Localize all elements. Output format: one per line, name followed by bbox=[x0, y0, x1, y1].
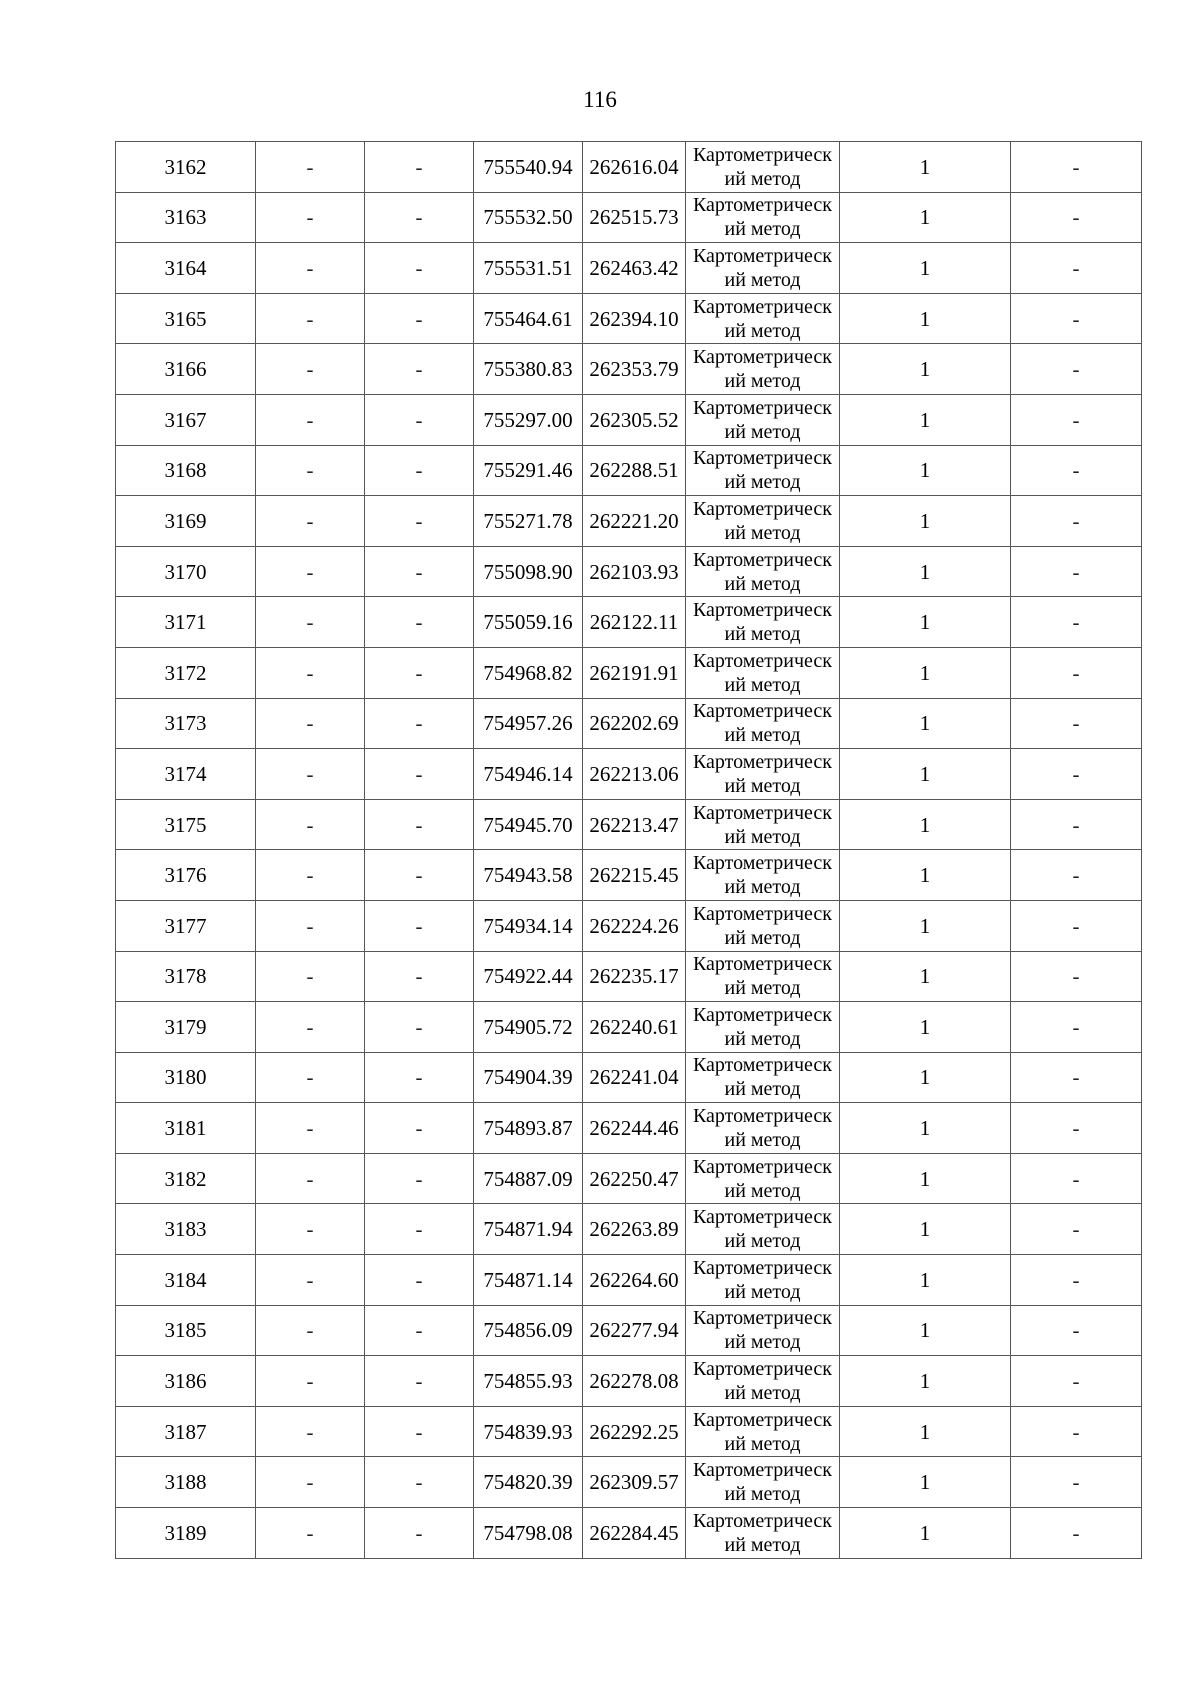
table-row bbox=[116, 749, 1142, 800]
point-number-cell: 3164 bbox=[116, 243, 256, 294]
accuracy-cell: 1 bbox=[840, 1406, 1011, 1457]
point-number-cell: 3166 bbox=[116, 344, 256, 395]
y-coordinate-cell: 262224.26 bbox=[583, 900, 686, 951]
x-coordinate-cell: 754887.09 bbox=[474, 1153, 583, 1204]
y-coordinate-cell: 262221.20 bbox=[583, 496, 686, 547]
y-coordinate-cell: 262263.89 bbox=[583, 1204, 686, 1255]
table-row bbox=[116, 1255, 1142, 1306]
accuracy-cell: 1 bbox=[840, 799, 1011, 850]
note-cell: - bbox=[1011, 293, 1142, 344]
y-coordinate-cell: 262264.60 bbox=[583, 1255, 686, 1306]
table-row bbox=[116, 445, 1142, 496]
method-cell: Картометрический метод bbox=[686, 293, 840, 344]
empty-value-cell: - bbox=[256, 1002, 365, 1053]
empty-value-cell: - bbox=[365, 192, 474, 243]
method-cell: Картометрический метод bbox=[686, 1153, 840, 1204]
empty-value-cell: - bbox=[365, 1255, 474, 1306]
method-cell: Картометрический метод bbox=[686, 1457, 840, 1508]
empty-value-cell: - bbox=[365, 799, 474, 850]
note-cell: - bbox=[1011, 1356, 1142, 1407]
table-row bbox=[116, 647, 1142, 698]
note-cell: - bbox=[1011, 850, 1142, 901]
empty-value-cell: - bbox=[256, 698, 365, 749]
note-cell: - bbox=[1011, 1508, 1142, 1559]
x-coordinate-cell: 755297.00 bbox=[474, 394, 583, 445]
accuracy-cell: 1 bbox=[840, 1255, 1011, 1306]
x-coordinate-cell: 754871.94 bbox=[474, 1204, 583, 1255]
accuracy-cell: 1 bbox=[840, 597, 1011, 648]
point-number-cell: 3174 bbox=[116, 749, 256, 800]
note-cell: - bbox=[1011, 344, 1142, 395]
x-coordinate-cell: 754968.82 bbox=[474, 647, 583, 698]
accuracy-cell: 1 bbox=[840, 192, 1011, 243]
method-cell: Картометрический метод bbox=[686, 900, 840, 951]
table-row bbox=[116, 243, 1142, 294]
accuracy-cell: 1 bbox=[840, 1204, 1011, 1255]
method-cell: Картометрический метод bbox=[686, 850, 840, 901]
x-coordinate-cell: 755098.90 bbox=[474, 546, 583, 597]
empty-value-cell: - bbox=[365, 293, 474, 344]
method-cell: Картометрический метод bbox=[686, 597, 840, 648]
empty-value-cell: - bbox=[256, 1305, 365, 1356]
empty-value-cell: - bbox=[365, 243, 474, 294]
empty-value-cell: - bbox=[365, 1508, 474, 1559]
x-coordinate-cell: 754871.14 bbox=[474, 1255, 583, 1306]
y-coordinate-cell: 262277.94 bbox=[583, 1305, 686, 1356]
x-coordinate-cell: 754945.70 bbox=[474, 799, 583, 850]
note-cell: - bbox=[1011, 1457, 1142, 1508]
method-cell: Картометрический метод bbox=[686, 1255, 840, 1306]
empty-value-cell: - bbox=[256, 1204, 365, 1255]
point-number-cell: 3189 bbox=[116, 1508, 256, 1559]
empty-value-cell: - bbox=[256, 496, 365, 547]
table-row bbox=[116, 1356, 1142, 1407]
x-coordinate-cell: 755059.16 bbox=[474, 597, 583, 648]
empty-value-cell: - bbox=[365, 1052, 474, 1103]
y-coordinate-cell: 262241.04 bbox=[583, 1052, 686, 1103]
empty-value-cell: - bbox=[365, 647, 474, 698]
method-cell: Картометрический метод bbox=[686, 1052, 840, 1103]
empty-value-cell: - bbox=[256, 1103, 365, 1154]
point-number-cell: 3181 bbox=[116, 1103, 256, 1154]
x-coordinate-cell: 754893.87 bbox=[474, 1103, 583, 1154]
note-cell: - bbox=[1011, 1255, 1142, 1306]
x-coordinate-cell: 755464.61 bbox=[474, 293, 583, 344]
method-cell: Картометрический метод bbox=[686, 546, 840, 597]
x-coordinate-cell: 755380.83 bbox=[474, 344, 583, 395]
empty-value-cell: - bbox=[256, 1356, 365, 1407]
empty-value-cell: - bbox=[256, 293, 365, 344]
table-row bbox=[116, 394, 1142, 445]
point-number-cell: 3184 bbox=[116, 1255, 256, 1306]
accuracy-cell: 1 bbox=[840, 1305, 1011, 1356]
accuracy-cell: 1 bbox=[840, 243, 1011, 294]
accuracy-cell: 1 bbox=[840, 647, 1011, 698]
table-row bbox=[116, 900, 1142, 951]
empty-value-cell: - bbox=[256, 1508, 365, 1559]
point-number-cell: 3177 bbox=[116, 900, 256, 951]
table-row bbox=[116, 1508, 1142, 1559]
method-cell: Картометрический метод bbox=[686, 142, 840, 193]
accuracy-cell: 1 bbox=[840, 496, 1011, 547]
method-cell: Картометрический метод bbox=[686, 647, 840, 698]
empty-value-cell: - bbox=[256, 1052, 365, 1103]
point-number-cell: 3175 bbox=[116, 799, 256, 850]
method-cell: Картометрический метод bbox=[686, 394, 840, 445]
table-row bbox=[116, 546, 1142, 597]
accuracy-cell: 1 bbox=[840, 142, 1011, 193]
empty-value-cell: - bbox=[256, 597, 365, 648]
empty-value-cell: - bbox=[256, 192, 365, 243]
accuracy-cell: 1 bbox=[840, 951, 1011, 1002]
y-coordinate-cell: 262244.46 bbox=[583, 1103, 686, 1154]
point-number-cell: 3182 bbox=[116, 1153, 256, 1204]
method-cell: Картометрический метод bbox=[686, 192, 840, 243]
empty-value-cell: - bbox=[256, 799, 365, 850]
note-cell: - bbox=[1011, 142, 1142, 193]
note-cell: - bbox=[1011, 496, 1142, 547]
point-number-cell: 3183 bbox=[116, 1204, 256, 1255]
accuracy-cell: 1 bbox=[840, 1052, 1011, 1103]
x-coordinate-cell: 755532.50 bbox=[474, 192, 583, 243]
note-cell: - bbox=[1011, 1406, 1142, 1457]
accuracy-cell: 1 bbox=[840, 394, 1011, 445]
table-row bbox=[116, 344, 1142, 395]
method-cell: Картометрический метод bbox=[686, 1508, 840, 1559]
table-row bbox=[116, 1406, 1142, 1457]
empty-value-cell: - bbox=[256, 243, 365, 294]
empty-value-cell: - bbox=[256, 850, 365, 901]
x-coordinate-cell: 754856.09 bbox=[474, 1305, 583, 1356]
empty-value-cell: - bbox=[365, 1406, 474, 1457]
table-row bbox=[116, 1052, 1142, 1103]
accuracy-cell: 1 bbox=[840, 445, 1011, 496]
point-number-cell: 3168 bbox=[116, 445, 256, 496]
y-coordinate-cell: 262202.69 bbox=[583, 698, 686, 749]
y-coordinate-cell: 262122.11 bbox=[583, 597, 686, 648]
x-coordinate-cell: 754943.58 bbox=[474, 850, 583, 901]
method-cell: Картометрический метод bbox=[686, 1204, 840, 1255]
x-coordinate-cell: 754934.14 bbox=[474, 900, 583, 951]
y-coordinate-cell: 262235.17 bbox=[583, 951, 686, 1002]
note-cell: - bbox=[1011, 1305, 1142, 1356]
note-cell: - bbox=[1011, 192, 1142, 243]
table-row bbox=[116, 293, 1142, 344]
accuracy-cell: 1 bbox=[840, 850, 1011, 901]
empty-value-cell: - bbox=[365, 546, 474, 597]
note-cell: - bbox=[1011, 647, 1142, 698]
accuracy-cell: 1 bbox=[840, 293, 1011, 344]
y-coordinate-cell: 262278.08 bbox=[583, 1356, 686, 1407]
method-cell: Картометрический метод bbox=[686, 445, 840, 496]
note-cell: - bbox=[1011, 1153, 1142, 1204]
empty-value-cell: - bbox=[256, 344, 365, 395]
point-number-cell: 3170 bbox=[116, 546, 256, 597]
method-cell: Картометрический метод bbox=[686, 1406, 840, 1457]
method-cell: Картометрический метод bbox=[686, 1356, 840, 1407]
y-coordinate-cell: 262191.91 bbox=[583, 647, 686, 698]
method-cell: Картометрический метод bbox=[686, 1305, 840, 1356]
x-coordinate-cell: 754946.14 bbox=[474, 749, 583, 800]
note-cell: - bbox=[1011, 698, 1142, 749]
point-number-cell: 3163 bbox=[116, 192, 256, 243]
empty-value-cell: - bbox=[365, 1153, 474, 1204]
point-number-cell: 3178 bbox=[116, 951, 256, 1002]
empty-value-cell: - bbox=[256, 445, 365, 496]
table-row bbox=[116, 1153, 1142, 1204]
x-coordinate-cell: 754820.39 bbox=[474, 1457, 583, 1508]
note-cell: - bbox=[1011, 445, 1142, 496]
note-cell: - bbox=[1011, 1052, 1142, 1103]
x-coordinate-cell: 755540.94 bbox=[474, 142, 583, 193]
empty-value-cell: - bbox=[365, 1305, 474, 1356]
accuracy-cell: 1 bbox=[840, 1457, 1011, 1508]
y-coordinate-cell: 262394.10 bbox=[583, 293, 686, 344]
table-row bbox=[116, 850, 1142, 901]
table-row bbox=[116, 1305, 1142, 1356]
empty-value-cell: - bbox=[365, 850, 474, 901]
y-coordinate-cell: 262250.47 bbox=[583, 1153, 686, 1204]
point-number-cell: 3169 bbox=[116, 496, 256, 547]
table-row bbox=[116, 192, 1142, 243]
empty-value-cell: - bbox=[365, 496, 474, 547]
y-coordinate-cell: 262616.04 bbox=[583, 142, 686, 193]
y-coordinate-cell: 262305.52 bbox=[583, 394, 686, 445]
empty-value-cell: - bbox=[365, 900, 474, 951]
empty-value-cell: - bbox=[365, 698, 474, 749]
point-number-cell: 3188 bbox=[116, 1457, 256, 1508]
point-number-cell: 3171 bbox=[116, 597, 256, 648]
point-number-cell: 3179 bbox=[116, 1002, 256, 1053]
empty-value-cell: - bbox=[365, 445, 474, 496]
accuracy-cell: 1 bbox=[840, 1103, 1011, 1154]
x-coordinate-cell: 754905.72 bbox=[474, 1002, 583, 1053]
empty-value-cell: - bbox=[256, 394, 365, 445]
accuracy-cell: 1 bbox=[840, 1153, 1011, 1204]
table-row bbox=[116, 1457, 1142, 1508]
x-coordinate-cell: 755271.78 bbox=[474, 496, 583, 547]
table-row bbox=[116, 496, 1142, 547]
empty-value-cell: - bbox=[256, 951, 365, 1002]
point-number-cell: 3186 bbox=[116, 1356, 256, 1407]
empty-value-cell: - bbox=[256, 1255, 365, 1306]
note-cell: - bbox=[1011, 597, 1142, 648]
note-cell: - bbox=[1011, 243, 1142, 294]
empty-value-cell: - bbox=[256, 749, 365, 800]
y-coordinate-cell: 262284.45 bbox=[583, 1508, 686, 1559]
empty-value-cell: - bbox=[365, 1103, 474, 1154]
y-coordinate-cell: 262215.45 bbox=[583, 850, 686, 901]
empty-value-cell: - bbox=[256, 1406, 365, 1457]
note-cell: - bbox=[1011, 546, 1142, 597]
y-coordinate-cell: 262463.42 bbox=[583, 243, 686, 294]
x-coordinate-cell: 754855.93 bbox=[474, 1356, 583, 1407]
table-row bbox=[116, 698, 1142, 749]
note-cell: - bbox=[1011, 799, 1142, 850]
method-cell: Картометрический метод bbox=[686, 698, 840, 749]
note-cell: - bbox=[1011, 1103, 1142, 1154]
x-coordinate-cell: 754798.08 bbox=[474, 1508, 583, 1559]
empty-value-cell: - bbox=[256, 546, 365, 597]
point-number-cell: 3176 bbox=[116, 850, 256, 901]
method-cell: Картометрический метод bbox=[686, 344, 840, 395]
accuracy-cell: 1 bbox=[840, 344, 1011, 395]
page-number: 116 bbox=[583, 87, 617, 112]
empty-value-cell: - bbox=[256, 647, 365, 698]
method-cell: Картометрический метод bbox=[686, 496, 840, 547]
note-cell: - bbox=[1011, 1204, 1142, 1255]
table-body bbox=[116, 142, 1142, 1559]
accuracy-cell: 1 bbox=[840, 1356, 1011, 1407]
table-row bbox=[116, 597, 1142, 648]
empty-value-cell: - bbox=[365, 597, 474, 648]
point-number-cell: 3173 bbox=[116, 698, 256, 749]
table-row bbox=[116, 1204, 1142, 1255]
empty-value-cell: - bbox=[365, 1002, 474, 1053]
y-coordinate-cell: 262213.06 bbox=[583, 749, 686, 800]
empty-value-cell: - bbox=[365, 1457, 474, 1508]
note-cell: - bbox=[1011, 900, 1142, 951]
table-row bbox=[116, 1002, 1142, 1053]
point-number-cell: 3162 bbox=[116, 142, 256, 193]
y-coordinate-cell: 262292.25 bbox=[583, 1406, 686, 1457]
y-coordinate-cell: 262309.57 bbox=[583, 1457, 686, 1508]
accuracy-cell: 1 bbox=[840, 1002, 1011, 1053]
empty-value-cell: - bbox=[365, 1204, 474, 1255]
note-cell: - bbox=[1011, 951, 1142, 1002]
table-row bbox=[116, 951, 1142, 1002]
method-cell: Картометрический метод bbox=[686, 1002, 840, 1053]
point-number-cell: 3172 bbox=[116, 647, 256, 698]
method-cell: Картометрический метод bbox=[686, 749, 840, 800]
table-row bbox=[116, 142, 1142, 193]
y-coordinate-cell: 262353.79 bbox=[583, 344, 686, 395]
y-coordinate-cell: 262288.51 bbox=[583, 445, 686, 496]
x-coordinate-cell: 754904.39 bbox=[474, 1052, 583, 1103]
x-coordinate-cell: 755291.46 bbox=[474, 445, 583, 496]
point-number-cell: 3185 bbox=[116, 1305, 256, 1356]
x-coordinate-cell: 754922.44 bbox=[474, 951, 583, 1002]
point-number-cell: 3187 bbox=[116, 1406, 256, 1457]
method-cell: Картометрический метод bbox=[686, 799, 840, 850]
y-coordinate-cell: 262213.47 bbox=[583, 799, 686, 850]
point-number-cell: 3167 bbox=[116, 394, 256, 445]
note-cell: - bbox=[1011, 749, 1142, 800]
y-coordinate-cell: 262515.73 bbox=[583, 192, 686, 243]
y-coordinate-cell: 262240.61 bbox=[583, 1002, 686, 1053]
method-cell: Картометрический метод bbox=[686, 243, 840, 294]
point-number-cell: 3180 bbox=[116, 1052, 256, 1103]
method-cell: Картометрический метод bbox=[686, 951, 840, 1002]
empty-value-cell: - bbox=[256, 1457, 365, 1508]
note-cell: - bbox=[1011, 394, 1142, 445]
empty-value-cell: - bbox=[256, 1153, 365, 1204]
accuracy-cell: 1 bbox=[840, 546, 1011, 597]
table-row bbox=[116, 799, 1142, 850]
empty-value-cell: - bbox=[365, 1356, 474, 1407]
point-number-cell: 3165 bbox=[116, 293, 256, 344]
x-coordinate-cell: 754957.26 bbox=[474, 698, 583, 749]
y-coordinate-cell: 262103.93 bbox=[583, 546, 686, 597]
empty-value-cell: - bbox=[256, 900, 365, 951]
accuracy-cell: 1 bbox=[840, 749, 1011, 800]
accuracy-cell: 1 bbox=[840, 900, 1011, 951]
note-cell: - bbox=[1011, 1002, 1142, 1053]
coordinates-table bbox=[115, 141, 1142, 1559]
empty-value-cell: - bbox=[365, 749, 474, 800]
empty-value-cell: - bbox=[365, 951, 474, 1002]
empty-value-cell: - bbox=[256, 142, 365, 193]
table-row bbox=[116, 1103, 1142, 1154]
x-coordinate-cell: 755531.51 bbox=[474, 243, 583, 294]
accuracy-cell: 1 bbox=[840, 698, 1011, 749]
method-cell: Картометрический метод bbox=[686, 1103, 840, 1154]
empty-value-cell: - bbox=[365, 394, 474, 445]
accuracy-cell: 1 bbox=[840, 1508, 1011, 1559]
empty-value-cell: - bbox=[365, 142, 474, 193]
empty-value-cell: - bbox=[365, 344, 474, 395]
x-coordinate-cell: 754839.93 bbox=[474, 1406, 583, 1457]
